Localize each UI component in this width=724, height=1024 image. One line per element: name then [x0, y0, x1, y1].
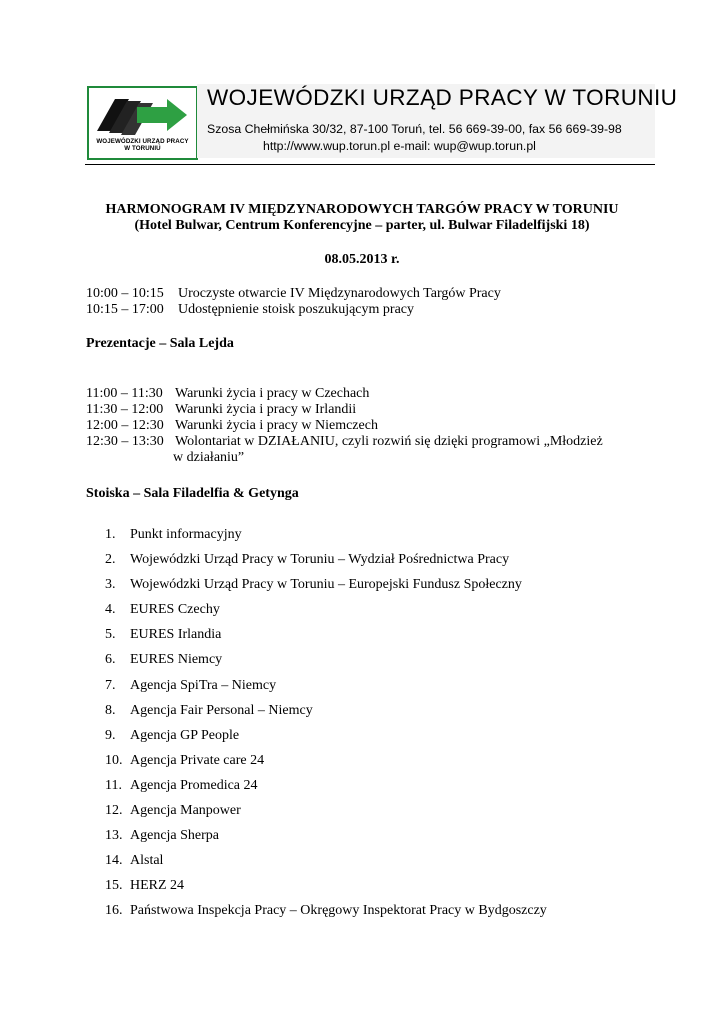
header-band [197, 84, 678, 158]
list-text: Punkt informacyjny [130, 527, 242, 542]
list-number: 1. [105, 527, 116, 542]
list-text: EURES Czechy [130, 602, 220, 618]
list-item [105, 527, 547, 552]
list-item [105, 853, 547, 878]
presentation-time: 12:00 – 12:30 [86, 418, 164, 433]
event-date: 08.05.2013 r. [324, 252, 400, 267]
presentation-time: 11:30 – 12:00 [86, 402, 164, 417]
org-contact[interactable]: http://www.wup.torun.pl e-mail: wup@wup.torun.pl [263, 139, 536, 153]
stands-heading: Stoiska – Sala Filadelfia & Getynga [86, 486, 299, 501]
list-number: 15. [105, 878, 123, 894]
list-text: Agencja Sherpa [130, 828, 220, 844]
list-item [105, 903, 547, 928]
list-text: Państwowa Inspekcja Pracy – Okręgowy Inspektorat Pracy w Bydgoszczy [130, 903, 547, 919]
document-title: HARMONOGRAM IV MIĘDZYNARODOWYCH TARGÓW PRACY W TORUNIU [105, 202, 619, 217]
list-number: 4. [105, 602, 116, 618]
list-item [105, 678, 547, 703]
schedule-time: 10:00 – 10:15 [86, 286, 164, 301]
list-number: 6. [105, 652, 116, 668]
list-number: 16. [105, 903, 123, 919]
list-number: 14. [105, 853, 123, 869]
list-text: EURES Niemcy [130, 652, 223, 668]
list-number: 8. [105, 702, 116, 718]
list-text: Agencja Manpower [130, 803, 241, 819]
document-subtitle: (Hotel Bulwar, Centrum Konferencyjne – parter, ul. Bulwar Filadelfijski 18) [134, 218, 590, 233]
list-text: Wojewódzki Urząd Pracy w Toruniu – Wydział Pośrednictwa Pracy [130, 552, 510, 568]
list-item [105, 703, 547, 728]
list-number: 5. [105, 627, 116, 643]
presentation-time: 12:30 – 13:30 [86, 434, 164, 449]
list-number: 12. [105, 803, 123, 819]
list-item [105, 627, 547, 652]
list-text: Alstal [130, 853, 164, 869]
presentation-item [86, 434, 603, 450]
list-text: Agencja GP People [130, 727, 240, 743]
list-number: 2. [105, 552, 116, 568]
presentation-item [86, 402, 356, 418]
presentation-item [86, 418, 378, 434]
schedule-text: Uroczyste otwarcie IV Międzynarodowych Targów Pracy [178, 286, 501, 301]
list-item [105, 552, 547, 577]
list-item [105, 778, 547, 803]
presentations-heading: Prezentacje – Sala Lejda [86, 336, 234, 351]
list-text: EURES Irlandia [130, 627, 222, 643]
list-text: Agencja Fair Personal – Niemcy [130, 702, 313, 718]
letterhead [85, 84, 678, 158]
logo-arrows-icon [93, 91, 191, 137]
stands-list [105, 527, 547, 929]
presentation-text: Warunki życia i pracy w Irlandii [175, 402, 357, 417]
list-text: Wojewódzki Urząd Pracy w Toruniu – Europejski Fundusz Społeczny [130, 577, 522, 593]
list-item [105, 803, 547, 828]
presentation-text-continuation: w działaniu” [173, 450, 245, 465]
schedule-text: Udostępnienie stoisk poszukującym pracy [178, 302, 415, 317]
list-number: 3. [105, 577, 116, 593]
presentation-time: 11:00 – 11:30 [86, 386, 163, 401]
org-address: Szosa Chełmińska 30/32, 87-100 Toruń, tel. 56 669-39-00, fax 56 669-39-98 [207, 122, 622, 136]
list-number: 10. [105, 752, 123, 768]
list-text: Agencja Private care 24 [130, 752, 265, 768]
list-text: Agencja SpiTra – Niemcy [130, 677, 277, 693]
list-item [105, 602, 547, 627]
schedule-item [86, 302, 414, 318]
list-number: 13. [105, 828, 123, 844]
logo-text-line1: WOJEWÓDZKI URZĄD PRACY [96, 138, 189, 145]
presentation-text: Warunki życia i pracy w Czechach [175, 386, 370, 401]
list-number: 9. [105, 727, 116, 743]
org-title: WOJEWÓDZKI URZĄD PRACY W TORUNIU [207, 85, 678, 110]
list-item [105, 577, 547, 602]
list-item [105, 652, 547, 677]
header-divider [85, 164, 655, 165]
list-number: 7. [105, 677, 116, 693]
list-text: HERZ 24 [130, 878, 185, 894]
list-item [105, 828, 547, 853]
list-text: Agencja Promedica 24 [130, 777, 258, 793]
logo-text-line2: W TORUNIU [124, 145, 161, 152]
presentation-item [86, 386, 369, 402]
presentation-text: Warunki życia i pracy w Niemczech [175, 418, 378, 433]
schedule-item [86, 286, 501, 302]
wup-logo [87, 86, 198, 160]
list-item [105, 753, 547, 778]
schedule-time: 10:15 – 17:00 [86, 302, 164, 317]
list-number: 11. [105, 777, 122, 793]
list-item [105, 878, 547, 903]
list-item [105, 728, 547, 753]
presentation-text: Wolontariat w DZIAŁANIU, czyli rozwiń się dzięki programowi „Młodzież [175, 434, 603, 449]
